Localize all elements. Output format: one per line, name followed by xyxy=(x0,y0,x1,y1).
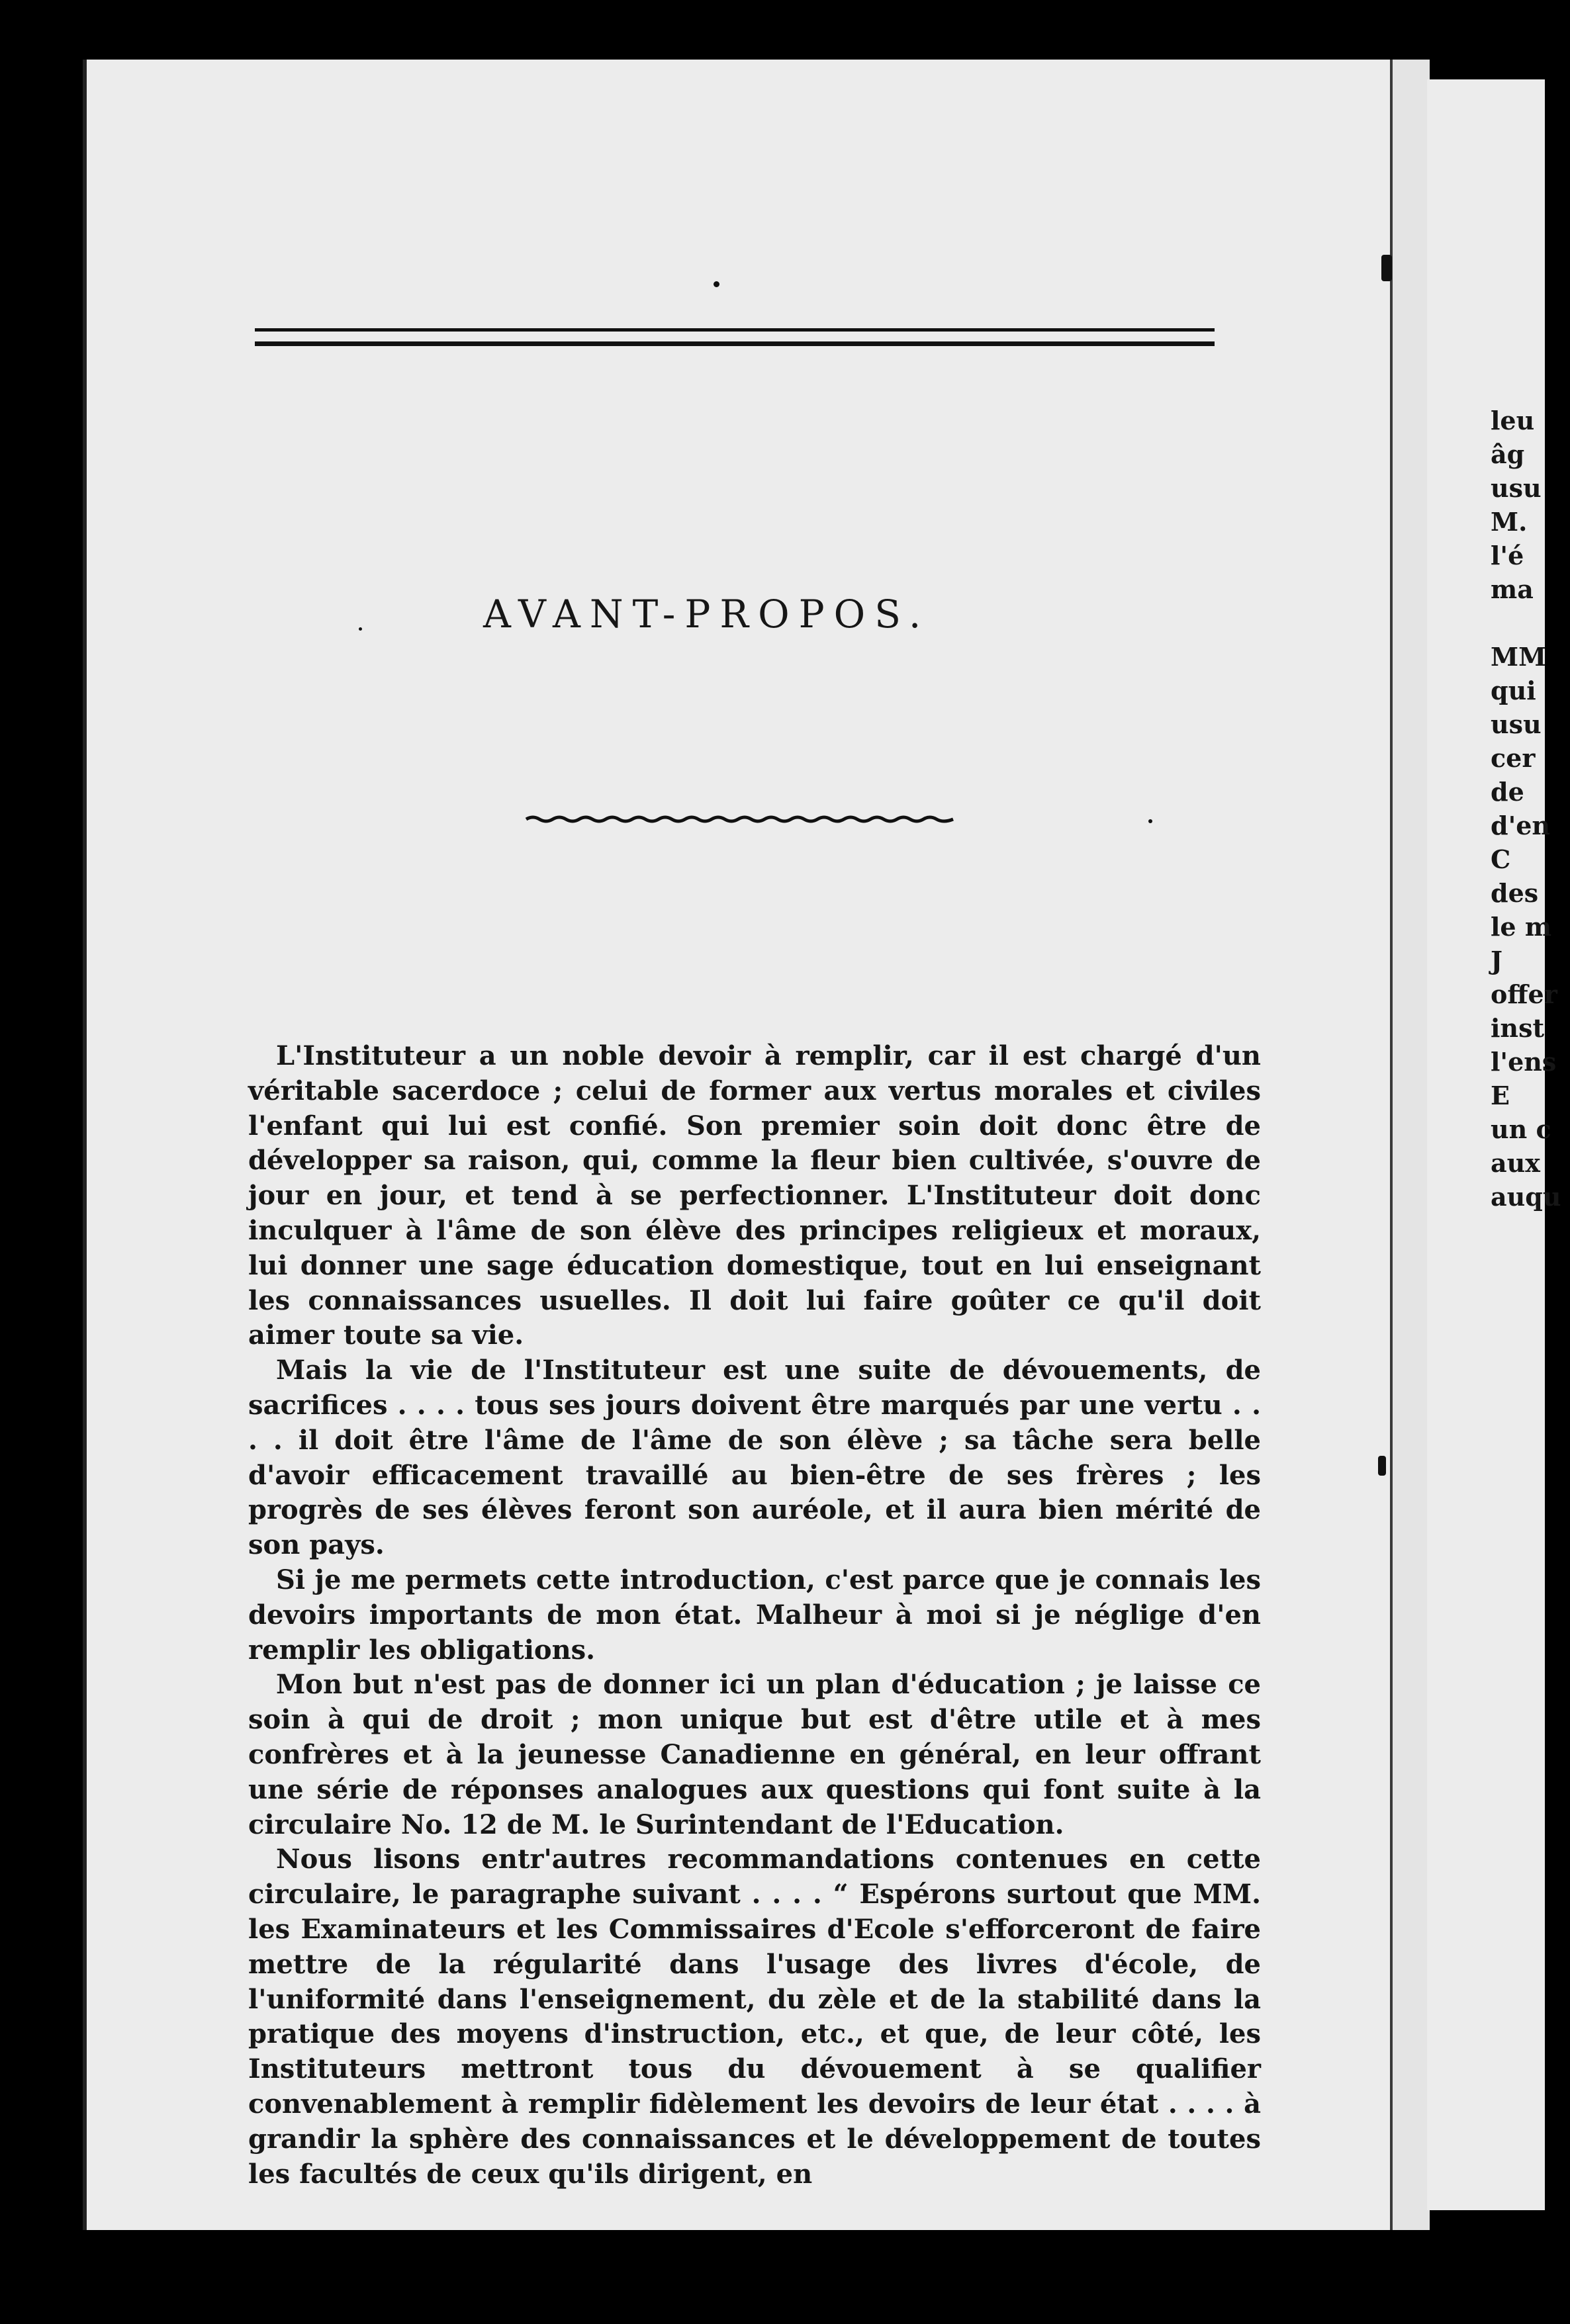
fragment-line xyxy=(1491,606,1570,640)
decorative-wavy-rule xyxy=(526,814,953,825)
fragment-line: un c xyxy=(1491,1114,1551,1144)
fragment-line: E xyxy=(1491,1081,1510,1110)
paragraph: L'Instituteur a un noble devoir à remplir, car il est chargé d'un véritable sacerdoce ; celui de former aux vertus morales et civiles l'enfant qui lui est confié. Son premier soin doit donc être de développer sa raison, qui, comme la fleur bien cultivée, s'ouvre de jour en jour, et tend à se perfectionner. L'Instituteur doit donc inculquer à l'âme de son élève des principes religieux et moraux, lui donner une sage éducation domestique, tout en lui enseignant les connaissances usuelles. Il doit lui faire goûter ce qu'il doit aimer toute sa vie. xyxy=(248,1040,1261,1351)
header-rule-top xyxy=(255,328,1215,332)
fragment-line: ma xyxy=(1491,574,1534,604)
paragraph: Mon but n'est pas de donner ici un plan d'éducation ; je laisse ce soin à qui de droit ; mon unique but est d'être utile et à mes confrères et à la jeunesse Canadienne en général, en leur offrant une série de réponses analogues aux questions qui font suite à la circulaire No. 12 de M. le Surintendant de l'Education. xyxy=(248,1669,1261,1840)
fragment-line: qui xyxy=(1491,676,1536,705)
fragment-line: M. xyxy=(1491,507,1528,537)
fragment-line: auqu xyxy=(1491,1182,1561,1212)
fragment-line: leu xyxy=(1491,406,1535,435)
page-title: AVANT-PROPOS. xyxy=(483,591,931,637)
header-rule-bottom xyxy=(255,341,1215,346)
fragment-line: aux xyxy=(1491,1148,1540,1178)
fragment-line: C xyxy=(1491,844,1511,874)
facing-page-text xyxy=(1491,404,1570,1214)
foreword-body xyxy=(248,1039,1261,2192)
paragraph: Si je me permets cette introduction, c'est parce que je connais les devoirs importants de mon état. Malheur à moi si je néglige d'en remplir les obligations. xyxy=(248,1564,1261,1666)
book-gutter xyxy=(1390,60,1430,2230)
fragment-line: usu xyxy=(1491,473,1542,503)
fragment-line: J xyxy=(1491,946,1502,975)
fragment-line: l'ens xyxy=(1491,1047,1557,1077)
print-speck xyxy=(359,627,362,631)
fragment-line: inst xyxy=(1491,1013,1545,1043)
gutter-mark xyxy=(1381,255,1392,281)
fragment-line: des xyxy=(1491,878,1539,908)
print-speck xyxy=(1148,819,1152,823)
fragment-line: le m xyxy=(1491,912,1552,942)
fragment-line: de xyxy=(1491,777,1524,807)
print-speck xyxy=(714,281,719,287)
fragment-line: âg xyxy=(1491,439,1525,469)
fragment-line: l'é xyxy=(1491,541,1524,570)
gutter-mark xyxy=(1378,1456,1386,1476)
fragment-line: usu xyxy=(1491,709,1542,739)
fragment-line: MM xyxy=(1491,642,1547,672)
fragment-line: cer xyxy=(1491,743,1536,773)
paragraph: Nous lisons entr'autres recommandations contenues en cette circulaire, le paragraphe suivant . . . . “ Espérons surtout que MM. les Examinateurs et les Commissaires d'Ecole s'efforceront de faire mettre de la régularité dans l'usage des livres d'école, de l'uniformité dans l'enseignement, du zèle et de la stabilité dans la pratique des moyens d'instruction, etc., et que, de leur côté, les Instituteurs mettront tous du dévouement à se qualifier convenablement à remplir fidèlement les devoirs de leur état . . . . à grandir la sphère des connaissances et le développement de toutes les facultés de ceux qu'ils dirigent, en xyxy=(248,1844,1261,2190)
paragraph: Mais la vie de l'Instituteur est une suite de dévouements, de sacrifices . . . . tous ses jours doivent être marqués par une vertu . . . . il doit être l'âme de l'âme de son élève ; sa tâche sera belle d'avoir efficacement travaillé au bien-être de ses frères ; les progrès de ses élèves feront son auréole, et il aura bien mérité de son pays. xyxy=(248,1355,1261,1561)
fragment-line: offer xyxy=(1491,979,1557,1009)
fragment-line: d'en xyxy=(1491,811,1551,840)
